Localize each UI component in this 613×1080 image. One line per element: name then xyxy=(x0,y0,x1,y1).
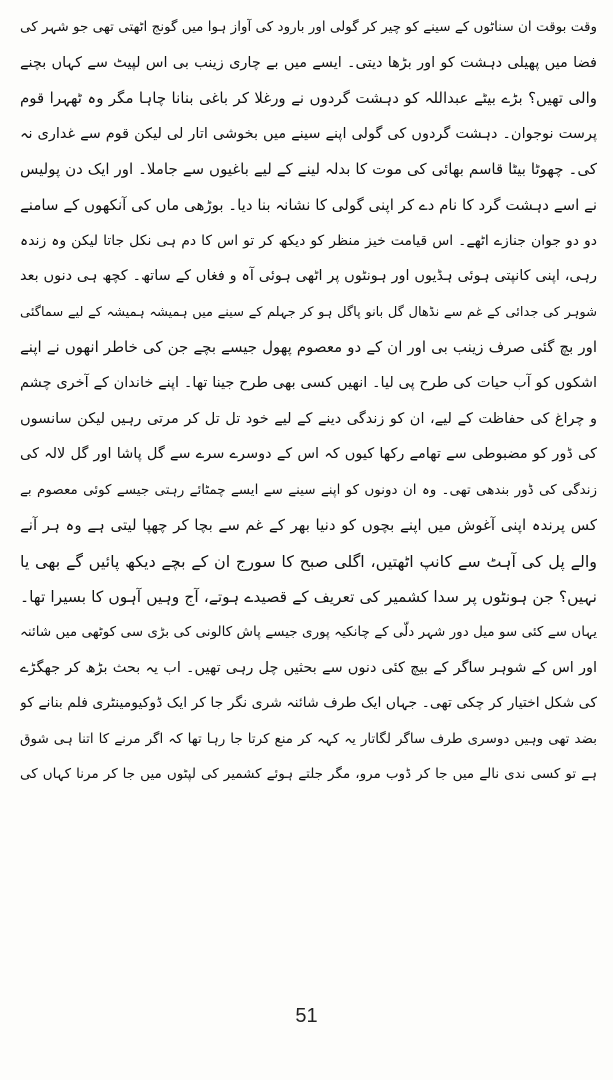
text-line: کی ڈور کو مضبوطی سے تھامے رکھا کیوں کہ اس کے دوسرے سرے سے گل پاشا اور گل لالہ کی xyxy=(20,446,597,463)
text-line: اشکوں کو آب حیات کی طرح پی لیا۔ انھیں کسی بھی طرح جینا تھا۔ اپنے خاندان کے آخری چشم xyxy=(20,374,597,391)
text-line: کس پرندہ اپنی آغوش میں اپنے بچوں کو دنیا بھر کے غم سے بچا کر چھپا لیتی ہے وہ ہر آنے xyxy=(20,516,597,535)
text-line: کی شکل اختیار کر چکی تھی۔ جہاں ایک طرف شائنہ شری نگر جا کر ایک ڈوکیومینٹری فلم بنانے کو xyxy=(20,695,597,712)
text-line: کی۔ چھوٹا بیٹا قاسم بھائی کی موت کا بدلہ لینے کے لیے باغیوں سے جاملا۔ اور ایک دن پولیس xyxy=(20,160,597,179)
body-text xyxy=(20,10,597,793)
text-line: شوہر کی جدائی کے غم سے نڈھال گل بانو پاگل ہو کر جہلم کے سینے میں ہمیشہ ہمیشہ کے لیے سماگئی xyxy=(20,304,597,320)
text-line: رہی، اپنی کانپتی ہوئی ہڈیوں اور ہونٹوں پر اٹھی ہوئی آہ و فغاں کے ساتھ۔ کچھ ہی دنوں بعد xyxy=(20,268,597,285)
text-line: نہیں؟ جن ہونٹوں پر سدا کشمیر کی تعریف کے قصیدے ہوتے، آج وہیں آہوں کا بسیرا تھا۔ xyxy=(20,587,597,606)
text-line: وقت بوقت ان سناٹوں کے سینے کو چیر کر گولی اور بارود کی آواز ہوا میں گونج اٹھتی تھی جو شہر کی xyxy=(20,19,597,35)
text-line: نے اسے دہشت گرد کا نام دے کر اپنی گولی کا نشانہ بنا دیا۔ بوڑھی ماں کی آنکھوں کے سامنے xyxy=(20,195,597,214)
text-line: بضد تھی وہیں دوسری طرف ساگر لگاتار یہ کہہ کر منع کرتا جا رہا تھا کہ اگر مرنے کا اتنا ہی شوق xyxy=(20,730,597,747)
text-line: زندگی کی ڈور بندھی تھی۔ وہ ان دونوں کو اپنے سینے سے ایسے چمٹائے رہتی جیسے کوئی معصوم بے xyxy=(20,481,597,498)
text-line: یہاں سے کئی سو میل دور شہر دلّی کے چانکیہ پوری جیسے پاش کالونی کی بڑی سی کوٹھی میں شائنہ xyxy=(20,624,597,641)
text-line: والے پل کی آہٹ سے کانپ اٹھتیں، اگلی صبح کا سورج ان کے بچے دیکھ پائیں گے بھی یا xyxy=(20,551,597,571)
text-line: دو دو جوان جنازے اٹھے۔ اس قیامت خیز منظر کو دیکھ کر تو اس کا دم ہی نکل جاتا لیکن وہ زندہ xyxy=(20,232,597,249)
text-line: والی تھیں؟ بڑے بیٹے عبداللہ کو دہشت گردوں نے ورغلا کر باغی بنانا چاہا مگر وہ ٹھہرا قوم xyxy=(20,89,597,108)
text-line: پرست نوجوان۔ دہشت گردوں کی گولی اپنے سینے میں بخوشی اتار لی لیکن قوم سے غداری نہ xyxy=(20,125,597,142)
text-line: فضا میں پھیلی دہشت کو اور بڑھا دیتی۔ ایسے میں بے چاری زینب بی اس لپیٹ سے کہاں بچنے xyxy=(20,54,597,71)
page-number: 51 xyxy=(295,1005,318,1027)
text-line: و چراغ کی حفاظت کے لیے، ان کو زندگی دینے کے لیے خود تل تل کر مرتی رہیں لیکن سانسوں xyxy=(20,410,597,427)
text-line: ہے تو کسی ندی نالے میں جا کر ڈوب مرو، مگر جلتے ہوئے کشمیر کی لپٹوں میں جا کر مرنا کہاں کی xyxy=(20,766,597,783)
text-line: اور بچ گئی صرف زینب بی اور ان کے دو معصوم پھول جیسے بچے جن کی خاطر انھوں نے اپنے xyxy=(20,338,597,357)
text-line: اور اس کے شوہر ساگر کے بیچ کئی دنوں سے بحثیں چل رہی تھیں۔ اب یہ بحث بڑھ کر جھگڑے xyxy=(20,659,597,676)
